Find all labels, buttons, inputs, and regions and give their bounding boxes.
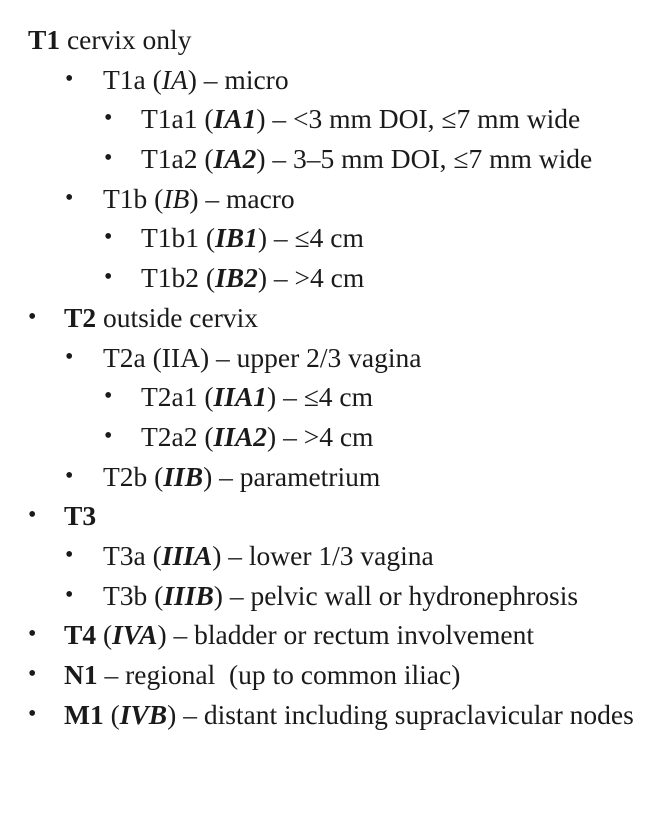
stage-iiia: IIIA bbox=[161, 539, 213, 571]
item-t1b2: • T1b2 (IB2) – >4 cm bbox=[28, 258, 658, 298]
stage-iib: IIB bbox=[163, 460, 204, 492]
bullet-icon: • bbox=[65, 65, 74, 92]
item-m1: • M1 (IVB) – distant including supraclavicular nodes bbox=[28, 695, 646, 735]
item-t1b1: • T1b1 (IB1) – ≤4 cm bbox=[28, 218, 658, 258]
bullet-icon: • bbox=[104, 145, 113, 172]
bullet-icon: • bbox=[28, 661, 37, 688]
stage-iia1: IIA1 bbox=[213, 381, 268, 413]
item-t3b: • T3b (IIIB) – pelvic wall or hydronephrosis bbox=[28, 576, 658, 616]
item-n1: • N1 – regional (up to common iliac) bbox=[28, 655, 658, 695]
item-t1b: • T1b (IB) – macro bbox=[28, 179, 658, 219]
bullet-icon: • bbox=[28, 700, 37, 727]
item-t1a2: • T1a2 (IA2) – 3–5 mm DOI, ≤7 mm wide bbox=[28, 139, 646, 179]
stage-iva: IVA bbox=[112, 619, 158, 651]
stage-ib: IB bbox=[163, 182, 190, 214]
item-t3 bbox=[28, 496, 658, 536]
item-t2a: • T2a (IIA) – upper 2/3 vagina bbox=[28, 338, 658, 378]
item-t1: T1 cervix only bbox=[28, 24, 192, 55]
item-t2a2: • T2a2 (IIA2) – >4 cm bbox=[28, 417, 658, 457]
bullet-icon: • bbox=[28, 303, 37, 330]
tag-t2: T2 bbox=[64, 301, 97, 333]
bullet-icon: • bbox=[104, 224, 113, 251]
stage-ib2: IB2 bbox=[215, 262, 258, 294]
bullet-icon: • bbox=[65, 581, 74, 608]
stage-ib1: IB1 bbox=[215, 222, 258, 254]
bullet-icon: • bbox=[104, 264, 113, 291]
tag-t3: T3 bbox=[64, 500, 97, 532]
tag-m1: M1 bbox=[64, 698, 104, 730]
item-t1a1: • T1a1 (IA1) – <3 mm DOI, ≤7 mm wide bbox=[28, 99, 658, 139]
tag-n1: N1 bbox=[64, 659, 98, 691]
bullet-icon: • bbox=[28, 502, 37, 529]
bullet-icon: • bbox=[65, 541, 74, 568]
item-t2b: • T2b (IIB) – parametrium bbox=[28, 457, 658, 497]
stage-ia1: IA1 bbox=[213, 103, 257, 135]
bullet-icon: • bbox=[28, 621, 37, 648]
bullet-icon: • bbox=[104, 383, 113, 410]
item-t2a1: • T2a1 (IIA1) – ≤4 cm bbox=[28, 377, 658, 417]
stage-ivb: IVB bbox=[119, 698, 168, 730]
bullet-icon: • bbox=[104, 422, 113, 449]
bullet-icon: • bbox=[65, 184, 74, 211]
stage-ia: IA bbox=[161, 63, 188, 95]
bullet-icon: • bbox=[104, 105, 113, 132]
tnm-staging-list bbox=[28, 20, 658, 734]
item-t2: • T2 outside cervix bbox=[28, 298, 658, 338]
bullet-icon: • bbox=[65, 462, 74, 489]
item-t3a: • T3a (IIIA) – lower 1/3 vagina bbox=[28, 536, 658, 576]
stage-iiib: IIIB bbox=[163, 579, 214, 611]
tag-t1: T1 bbox=[28, 24, 61, 55]
item-t4: • T4 (IVA) – bladder or rectum involvement bbox=[28, 615, 658, 655]
item-t1a: • T1a (IA) – micro bbox=[28, 60, 658, 100]
stage-iia2: IIA2 bbox=[213, 420, 268, 452]
stage-ia2: IA2 bbox=[213, 143, 257, 175]
tag-t4: T4 bbox=[64, 619, 97, 651]
bullet-icon: • bbox=[65, 343, 74, 370]
